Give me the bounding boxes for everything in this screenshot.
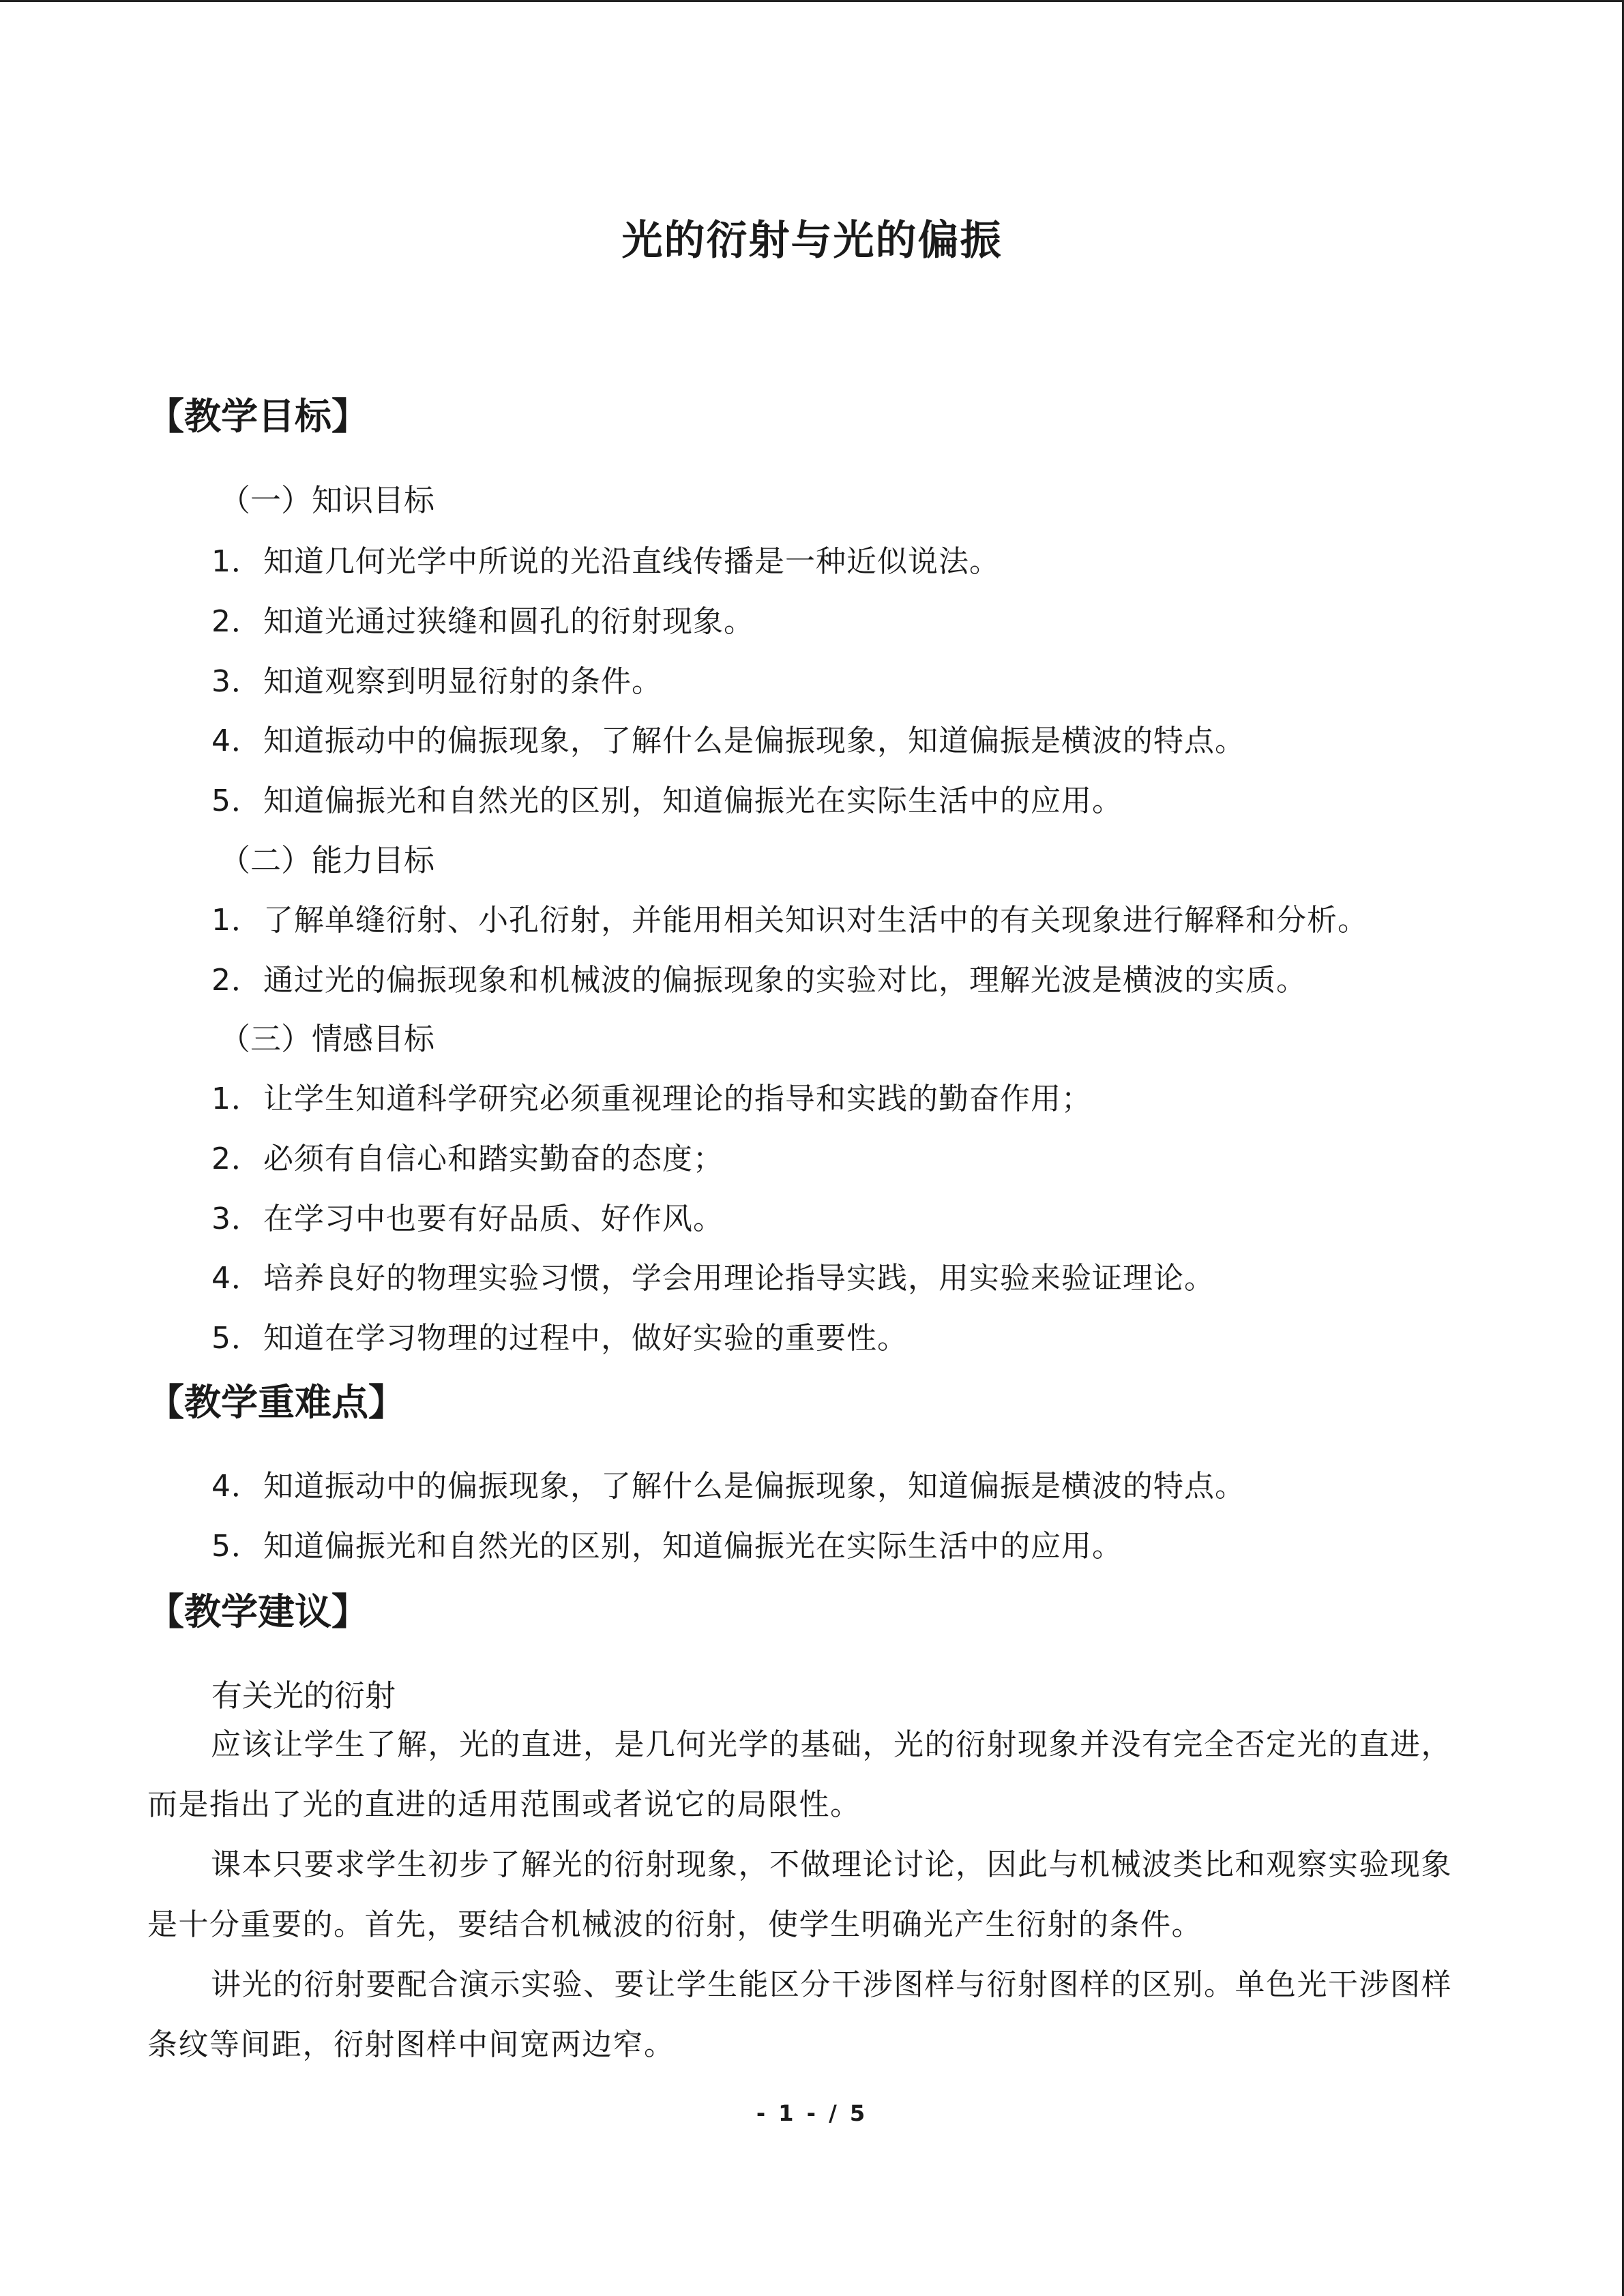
emotion-item	[211, 1194, 724, 1238]
item-text: 知道振动中的偏振现象，了解什么是偏振现象，知道偏振是横波的特点。	[263, 724, 1245, 758]
page-number: - 1 - / 5	[756, 2100, 868, 2126]
ability-item	[211, 955, 1307, 999]
suggestions-subtitle: 有关光的衍射	[211, 1678, 396, 1714]
emotion-item	[211, 1074, 1092, 1118]
knowledge-item	[211, 716, 1245, 760]
ability-heading: （二）能力目标	[220, 842, 435, 878]
item-text: 在学习中也要有好品质、好作风。	[263, 1202, 724, 1236]
ability-item	[211, 895, 1368, 939]
item-number: 5．	[211, 784, 262, 818]
suggestions-heading: 【教学建议】	[147, 1590, 368, 1633]
item-text: 知道振动中的偏振现象，了解什么是偏振现象，知道偏振是横波的特点。	[263, 1469, 1245, 1504]
paragraph: 课本只要求学生初步了解光的衍射现象，不做理论讨论，因此与机械波类比和观察实验现象是十分重要的。首先，要结合机械波的衍射，使学生明确光产生衍射的条件。	[147, 1847, 1452, 1942]
knowledge-item	[211, 657, 662, 700]
item-text: 知道在学习物理的过程中，做好实验的重要性。	[263, 1321, 908, 1356]
item-number: 1．	[211, 1082, 262, 1116]
item-number: 3．	[211, 1202, 262, 1236]
page-border-top	[0, 0, 1624, 2]
emotion-item	[211, 1253, 1215, 1297]
keypoint-item	[211, 1461, 1245, 1505]
paragraph: 讲光的衍射要配合演示实验、要让学生能区分干涉图样与衍射图样的区别。单色光干涉图样条纹等间距，衍射图样中间宽两边窄。	[147, 1967, 1452, 2062]
emotion-item	[211, 1134, 724, 1178]
item-number: 2．	[211, 1142, 262, 1176]
item-text: 知道偏振光和自然光的区别，知道偏振光在实际生活中的应用。	[263, 784, 1123, 818]
item-number: 3．	[211, 664, 262, 699]
item-text: 知道几何光学中所说的光沿直线传播是一种近似说法。	[263, 544, 1000, 579]
item-text: 培养良好的物理实验习惯，学会用理论指导实践，用实验来验证理论。	[263, 1261, 1215, 1296]
knowledge-heading: （一）知识目标	[220, 482, 435, 518]
emotion-heading: （三）情感目标	[220, 1021, 435, 1057]
item-text: 让学生知道科学研究必须重视理论的指导和实践的勤奋作用；	[263, 1082, 1092, 1116]
keypoint-item	[211, 1521, 1123, 1565]
knowledge-item	[211, 776, 1123, 820]
item-number: 5．	[211, 1321, 262, 1356]
item-text: 必须有自信心和踏实勤奋的态度；	[263, 1142, 724, 1176]
document-title: 光的衍射与光的偏振	[621, 217, 1003, 265]
item-text: 通过光的偏振现象和机械波的偏振现象的实验对比，理解光波是横波的实质。	[263, 963, 1307, 998]
item-number: 2．	[211, 604, 262, 639]
item-number: 5．	[211, 1529, 262, 1564]
objectives-heading: 【教学目标】	[147, 395, 368, 438]
item-number: 1．	[211, 544, 262, 579]
item-text: 知道偏振光和自然光的区别，知道偏振光在实际生活中的应用。	[263, 1529, 1123, 1564]
item-number: 2．	[211, 963, 262, 998]
item-text: 了解单缝衍射、小孔衍射，并能用相关知识对生活中的有关现象进行解释和分析。	[263, 903, 1368, 938]
knowledge-item	[211, 537, 1000, 580]
keypoints-heading: 【教学重难点】	[147, 1381, 405, 1424]
emotion-item	[211, 1313, 908, 1357]
item-text: 知道光通过狭缝和圆孔的衍射现象。	[263, 604, 754, 639]
paragraph: 应该让学生了解，光的直进，是几何光学的基础，光的衍射现象并没有完全否定光的直进，而是指出了光的直进的适用范围或者说它的局限性。	[147, 1727, 1452, 1822]
item-number: 4．	[211, 1261, 262, 1296]
item-number: 4．	[211, 724, 262, 758]
item-number: 1．	[211, 903, 262, 938]
item-number: 4．	[211, 1469, 262, 1504]
item-text: 知道观察到明显衍射的条件。	[263, 664, 662, 699]
knowledge-item	[211, 597, 754, 640]
